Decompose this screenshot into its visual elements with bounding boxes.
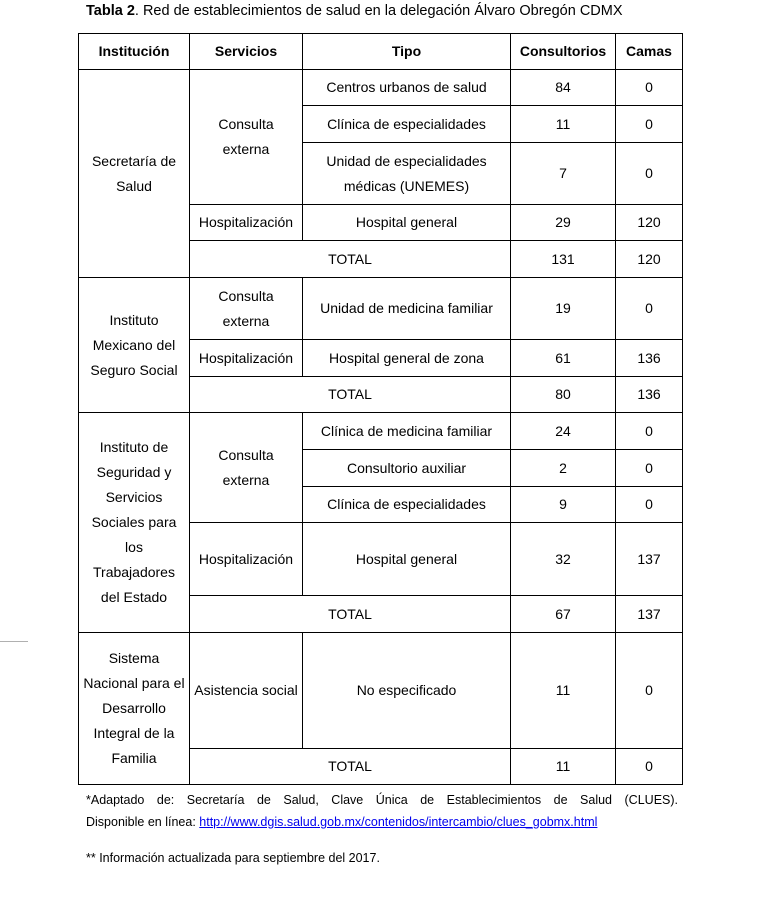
tipo-cell: Centros urbanos de salud — [303, 70, 511, 106]
caption-label: Tabla 2 — [86, 3, 135, 19]
institution-cell: Instituto de Seguridad y Servicios Sociales para los Trabajadores del Estado — [79, 413, 190, 633]
tipo-cell: Hospital general de zona — [303, 340, 511, 377]
source-note: *Adaptado de: Secretaría de Salud, Clave Única de Establecimientos de Salud (CLUES). — [86, 793, 678, 807]
service-cell: Hospitalización — [190, 340, 303, 377]
camas-cell: 0 — [616, 413, 683, 450]
camas-cell: 0 — [616, 106, 683, 143]
camas-cell: 0 — [616, 450, 683, 487]
margin-marker — [0, 641, 28, 642]
total-camas: 0 — [616, 749, 683, 785]
table-row — [79, 633, 683, 749]
institution-cell: Instituto Mexicano del Seguro Social — [79, 278, 190, 413]
total-consultorios: 131 — [511, 241, 616, 278]
table-notes — [86, 789, 678, 869]
total-camas: 136 — [616, 377, 683, 413]
consultorios-cell: 24 — [511, 413, 616, 450]
consultorios-cell: 29 — [511, 205, 616, 241]
update-note: ** Información actualizada para septiembre del 2017. — [86, 851, 380, 865]
camas-cell: 137 — [616, 523, 683, 596]
consultorios-cell: 84 — [511, 70, 616, 106]
header-consultorios: Consultorios — [511, 34, 616, 70]
total-label: TOTAL — [190, 241, 511, 278]
tipo-cell: Consultorio auxiliar — [303, 450, 511, 487]
service-cell: Hospitalización — [190, 523, 303, 596]
institution-cell: Secretaría de Salud — [79, 70, 190, 278]
total-consultorios: 80 — [511, 377, 616, 413]
service-cell: Consulta externa — [190, 413, 303, 523]
header-tipo: Tipo — [303, 34, 511, 70]
total-consultorios: 67 — [511, 596, 616, 633]
consultorios-cell: 19 — [511, 278, 616, 340]
consultorios-cell: 11 — [511, 106, 616, 143]
header-institucion: Institución — [79, 34, 190, 70]
header-camas: Camas — [616, 34, 683, 70]
consultorios-cell: 11 — [511, 633, 616, 749]
camas-cell: 0 — [616, 70, 683, 106]
service-cell: Consulta externa — [190, 278, 303, 340]
camas-cell: 0 — [616, 278, 683, 340]
tipo-cell: Unidad de especialidades médicas (UNEMES) — [303, 143, 511, 205]
header-servicios: Servicios — [190, 34, 303, 70]
tipo-cell: Unidad de medicina familiar — [303, 278, 511, 340]
availability-note — [86, 811, 678, 833]
tipo-cell: Hospital general — [303, 523, 511, 596]
table-row — [79, 70, 683, 106]
table-row — [79, 413, 683, 450]
tipo-cell: No especificado — [303, 633, 511, 749]
service-cell: Asistencia social — [190, 633, 303, 749]
tipo-cell: Clínica de especialidades — [303, 106, 511, 143]
consultorios-cell: 9 — [511, 487, 616, 523]
camas-cell: 136 — [616, 340, 683, 377]
caption-text: . Red de establecimientos de salud en la delegación Álvaro Obregón CDMX — [134, 3, 623, 19]
camas-cell: 0 — [616, 487, 683, 523]
total-label: TOTAL — [190, 596, 511, 633]
total-label: TOTAL — [190, 377, 511, 413]
service-cell: Consulta externa — [190, 70, 303, 205]
total-label: TOTAL — [190, 749, 511, 785]
tipo-cell: Clínica de especialidades — [303, 487, 511, 523]
camas-cell: 0 — [616, 633, 683, 749]
tipo-cell: Hospital general — [303, 205, 511, 241]
consultorios-cell: 32 — [511, 523, 616, 596]
availability-prefix: Disponible en línea: — [86, 815, 200, 829]
total-consultorios: 11 — [511, 749, 616, 785]
clues-link[interactable]: http://www.dgis.salud.gob.mx/contenidos/intercambio/clues_gobmx.html — [199, 815, 598, 829]
table-caption — [86, 0, 686, 22]
header-row — [79, 34, 683, 70]
total-camas: 120 — [616, 241, 683, 278]
consultorios-cell: 7 — [511, 143, 616, 205]
camas-cell: 0 — [616, 143, 683, 205]
health-facilities-table — [78, 33, 683, 785]
consultorios-cell: 61 — [511, 340, 616, 377]
camas-cell: 120 — [616, 205, 683, 241]
table-row — [79, 278, 683, 340]
service-cell: Hospitalización — [190, 205, 303, 241]
total-camas: 137 — [616, 596, 683, 633]
institution-cell: Sistema Nacional para el Desarrollo Integral de la Familia — [79, 633, 190, 785]
tipo-cell: Clínica de medicina familiar — [303, 413, 511, 450]
consultorios-cell: 2 — [511, 450, 616, 487]
